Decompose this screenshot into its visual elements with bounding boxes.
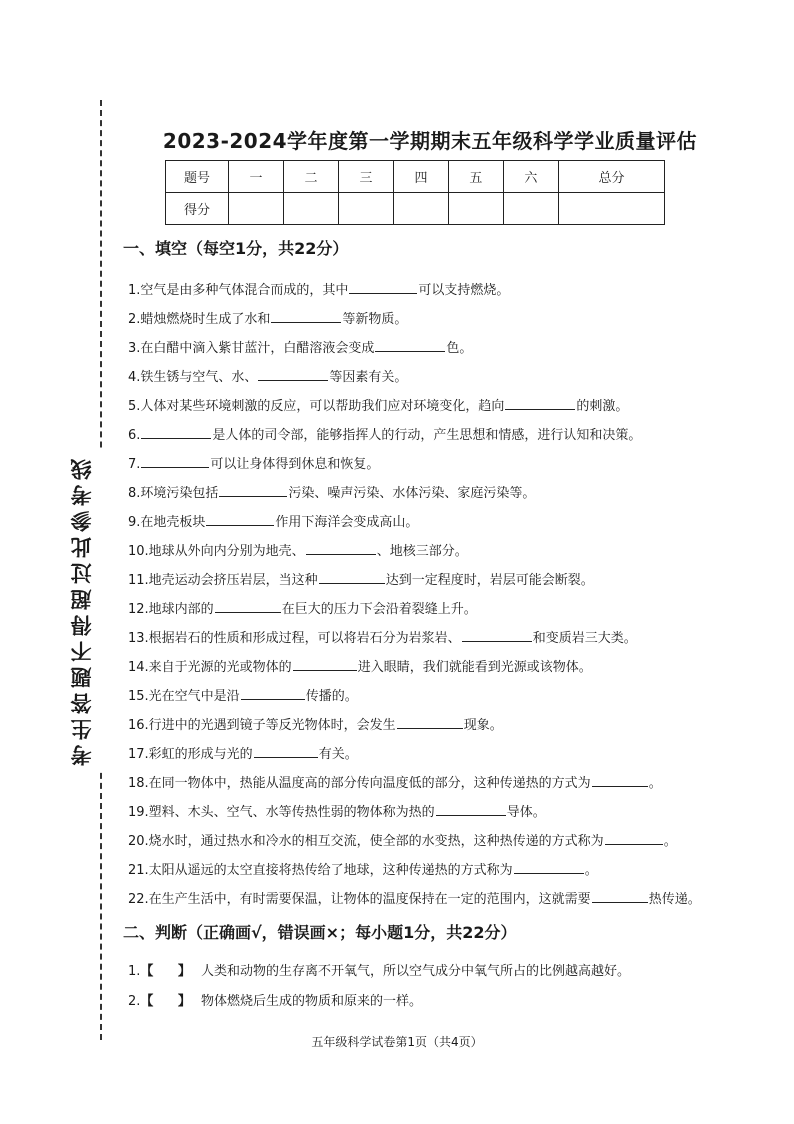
question-text: 有关。 [318,747,358,762]
answer-blank[interactable] [215,598,281,613]
question-text: 17.彩虹的形成与光的 [128,747,253,762]
score-row-label: 得分 [166,193,229,225]
score-cell[interactable] [229,193,284,225]
answer-blank[interactable] [141,453,209,468]
judgment-list [128,957,728,1017]
fill-blank-question [128,363,728,392]
fill-blank-question [128,595,728,624]
question-text: 20.烧水时，通过热水和冷水的相互交流，使全部的水变热，这种热传递的方式称为 [128,834,604,849]
page-footer: 五年级科学试卷第1页（共4页） [311,1035,483,1049]
question-text: 4.铁生锈与空气、水、 [128,370,258,385]
question-text: 22.在生产生活中，有时需要保温，让物体的温度保持在一定的范围内，这就需要 [128,892,591,907]
question-text: 18.在同一物体中，热能从温度高的部分传向温度低的部分，这种传递热的方式为 [128,776,591,791]
question-text: 色。 [446,341,473,356]
question-text: 11.地壳运动会挤压岩层，当这种 [128,573,318,588]
question-text: 等因素有关。 [329,370,408,385]
binding-line-text: 考生答题不得超过此参考线 [52,450,112,770]
question-text: 2.蜡烛燃烧时生成了水和 [128,312,271,327]
fill-blank-question [128,740,728,769]
question-number: 1. [128,964,141,979]
question-text: 等新物质。 [342,312,408,327]
question-text: 13.根据岩石的性质和形成过程，可以将岩石分为岩浆岩、 [128,631,461,646]
question-text: 10.地球从外向内分别为地壳、 [128,544,305,559]
fill-blank-list [128,276,728,914]
question-text: 19.塑料、木头、空气、水等传热性弱的物体称为热的 [128,805,435,820]
question-text: 作用下海洋会变成高山。 [275,515,419,530]
answer-bracket[interactable]: 【 】 [140,994,201,1009]
answer-blank[interactable] [241,685,305,700]
answer-blank[interactable] [271,308,341,323]
answer-blank[interactable] [462,627,532,642]
fill-blank-question [128,885,728,914]
score-col-2: 二 [283,161,338,193]
question-text: 3.在白醋中滴入紫甘蓝汁，白醋溶液会变成 [128,341,375,356]
score-cell[interactable] [283,193,338,225]
question-text: 导体。 [506,805,546,820]
answer-blank[interactable] [141,424,211,439]
answer-blank[interactable] [219,482,287,497]
score-header-label: 题号 [166,161,229,193]
answer-blank[interactable] [505,395,575,410]
score-cell[interactable] [338,193,393,225]
score-col-3: 三 [338,161,393,193]
score-cell[interactable] [503,193,558,225]
fill-blank-question [128,305,728,334]
score-table-header-row [166,161,665,193]
fill-blank-question [128,421,728,450]
question-text: 6. [128,428,141,443]
answer-blank[interactable] [206,511,274,526]
answer-blank[interactable] [436,801,506,816]
question-text: 9.在地壳板块 [128,515,206,530]
fill-blank-question [128,798,728,827]
score-col-6: 六 [503,161,558,193]
question-text: 达到一定程度时，岩层可能会断裂。 [385,573,594,588]
answer-blank[interactable] [514,859,584,874]
question-text: 污染、噪声污染、水体污染、家庭污染等。 [288,486,536,501]
question-text: 人类和动物的生存离不开氧气，所以空气成分中氧气所占的比例越高越好。 [200,964,630,979]
question-text: 的刺激。 [576,399,629,414]
section-2-heading: 二、判断（正确画√，错误画×；每小题1分，共22分） [123,923,517,942]
question-text: 8.环境污染包括 [128,486,219,501]
exam-title: 2023-2024学年度第一学期期末五年级科学学业质量评估 [162,129,698,153]
question-text: 1.空气是由多种气体混合而成的，其中 [128,283,349,298]
question-text: 可以让身体得到休息和恢复。 [210,457,380,472]
score-col-1: 一 [229,161,284,193]
question-text: 现象。 [463,718,503,733]
fill-blank-question [128,276,728,305]
question-text: 15.光在空气中是沿 [128,689,240,704]
answer-blank[interactable] [319,569,385,584]
fill-blank-question [128,334,728,363]
answer-blank[interactable] [254,743,318,758]
score-total-cell[interactable] [558,193,664,225]
answer-blank[interactable] [293,656,357,671]
fill-blank-question [128,566,728,595]
answer-blank[interactable] [258,366,328,381]
score-table [165,160,665,225]
answer-blank[interactable] [592,772,648,787]
fill-blank-question [128,624,728,653]
fill-blank-question [128,653,728,682]
question-text: 。 [648,776,662,791]
fill-blank-question [128,856,728,885]
score-table-score-row [166,193,665,225]
question-text: 12.地球内部的 [128,602,214,617]
score-total-label: 总分 [558,161,664,193]
question-text: 进入眼睛，我们就能看到光源或该物体。 [357,660,592,675]
question-text: 。 [584,863,598,878]
question-text: 可以支持燃烧。 [418,283,510,298]
fill-blank-question [128,682,728,711]
fill-blank-question [128,711,728,740]
score-cell[interactable] [393,193,448,225]
score-col-4: 四 [393,161,448,193]
answer-bracket[interactable]: 【 】 [140,964,201,979]
question-text: 。 [663,834,677,849]
question-text: 物体燃烧后生成的物质和原来的一样。 [200,994,422,1009]
fill-blank-question [128,827,728,856]
question-text: 5.人体对某些环境刺激的反应，可以帮助我们应对环境变化，趋向 [128,399,505,414]
fill-blank-question [128,769,728,798]
score-col-5: 五 [448,161,503,193]
fill-blank-question [128,450,728,479]
question-text: 传播的。 [305,689,358,704]
fill-blank-question [128,392,728,421]
fill-blank-question [128,508,728,537]
section-1-heading: 一、填空（每空1分，共22分） [123,239,349,258]
question-text: 是人体的司令部，能够指挥人的行动，产生思想和情感，进行认知和决策。 [212,428,642,443]
answer-blank[interactable] [397,714,463,729]
fill-blank-question [128,537,728,566]
question-number: 2. [128,994,141,1009]
question-text: 和变质岩三大类。 [532,631,637,646]
question-text: 21.太阳从遥远的太空直接将热传给了地球，这种传递热的方式称为 [128,863,513,878]
question-text: 在巨大的压力下会沿着裂缝上升。 [281,602,477,617]
answer-blank[interactable] [592,888,648,903]
question-text: 14.来自于光源的光或物体的 [128,660,292,675]
judgment-question [128,957,728,987]
answer-blank[interactable] [605,830,663,845]
question-text: 、地核三部分。 [376,544,468,559]
judgment-question [128,987,728,1017]
question-text: 热传递。 [648,892,701,907]
score-cell[interactable] [448,193,503,225]
question-text: 16.行进中的光遇到镜子等反光物体时，会发生 [128,718,396,733]
answer-blank[interactable] [349,279,417,294]
fill-blank-question [128,479,728,508]
answer-blank[interactable] [306,540,376,555]
answer-blank[interactable] [375,337,445,352]
question-text: 7. [128,457,141,472]
